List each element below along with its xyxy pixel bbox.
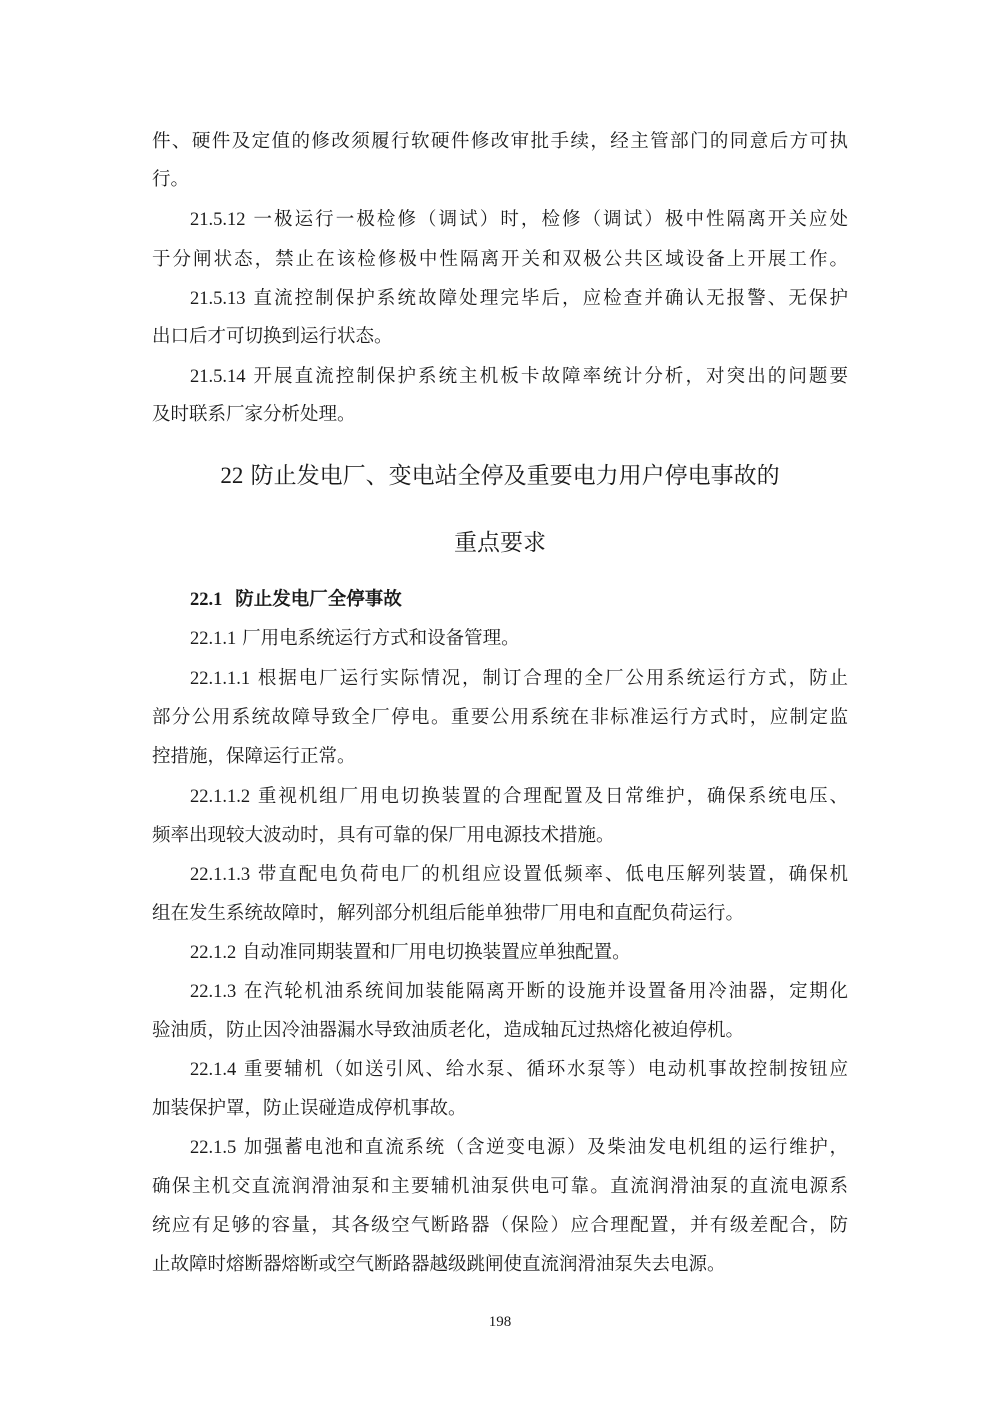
clause-number: 22.1.1.3 xyxy=(190,865,251,885)
paragraph-line: 件、硬件及定值的修改须履行软硬件修改审批手续，经主管部门的同意后方可执 xyxy=(152,131,848,152)
paragraph-line: 验油质，防止因冷油器漏水导致油质老化，造成轴瓦过热熔化被迫停机。 xyxy=(152,1020,745,1041)
paragraph-line: 于分闸状态，禁止在该检修极中性隔离开关和双极公共区域设备上开展工作。 xyxy=(152,249,848,270)
paragraph-line: 出口后才可切换到运行状态。 xyxy=(152,326,393,347)
section-title: 防止发电厂全停事故 xyxy=(235,589,402,610)
paragraph-line: 频率出现较大波动时，具有可靠的保厂用电源技术措施。 xyxy=(152,825,615,846)
clause-text: 在汽轮机油系统间加装能隔离开断的设施并设置备用冷油器，定期化 xyxy=(243,981,848,1002)
section-number: 22.1 xyxy=(190,590,223,610)
clause-21-5-14-line-1 xyxy=(190,357,848,397)
clause-22-1-5-line-1 xyxy=(190,1128,848,1168)
paragraph-line: 及时联系厂家分析处理。 xyxy=(152,404,356,425)
paragraph-line: 行。 xyxy=(152,169,190,190)
clause-number: 22.1.5 xyxy=(190,1138,237,1158)
clause-number: 22.1.2 xyxy=(190,943,237,963)
clause-text: 直流控制保护系统故障处理完毕后，应检查并确认无报警、无保护 xyxy=(253,288,848,309)
chapter-title-line-1: 防止发电厂、变电站全停及重要电力用户停电事故的 xyxy=(250,463,780,489)
clause-22-1-2 xyxy=(190,933,631,973)
clause-22-1-3-line-1 xyxy=(190,972,848,1012)
clause-number: 22.1.1 xyxy=(190,629,237,649)
clause-text: 自动准同期装置和厂用电切换装置应单独配置。 xyxy=(242,942,631,963)
clause-22-1-1-2-line-1 xyxy=(190,777,848,817)
clause-text: 重视机组厂用电切换装置的合理配置及日常维护，确保系统电压、 xyxy=(257,786,848,807)
clause-text: 厂用电系统运行方式和设备管理。 xyxy=(242,628,520,649)
clause-number: 22.1.4 xyxy=(190,1060,237,1080)
clause-22-1-1 xyxy=(190,619,520,659)
clause-21-5-13-line-1 xyxy=(190,279,848,319)
chapter-number: 22 xyxy=(220,463,244,488)
clause-text: 一极运行一极检修（调试）时，检修（调试）极中性隔离开关应处 xyxy=(253,209,848,230)
clause-text: 带直配电负荷电厂的机组应设置低频率、低电压解列装置，确保机 xyxy=(257,864,848,885)
paragraph-line: 确保主机交直流润滑油泵和主要辅机油泵供电可靠。直流润滑油泵的直流电源系 xyxy=(152,1176,848,1197)
clause-text: 重要辅机（如送引风、给水泵、循环水泵等）电动机事故控制按钮应 xyxy=(243,1059,848,1080)
section-heading xyxy=(190,580,402,620)
clause-21-5-12-line-1 xyxy=(190,200,848,240)
paragraph-line: 加装保护罩，防止误碰造成停机事故。 xyxy=(152,1098,467,1119)
clause-number: 21.5.12 xyxy=(190,210,246,230)
paragraph-line: 组在发生系统故障时，解列部分机组后能单独带厂用电和直配负荷运行。 xyxy=(152,903,745,924)
clause-text: 开展直流控制保护系统主机板卡故障率统计分析，对突出的问题要 xyxy=(253,366,848,387)
clause-number: 22.1.1.1 xyxy=(190,669,251,689)
clause-number: 21.5.13 xyxy=(190,289,246,309)
paragraph-line: 止故障时熔断器熔断或空气断路器越级跳闸使直流润滑油泵失去电源。 xyxy=(152,1254,726,1275)
clause-number: 22.1.3 xyxy=(190,982,237,1002)
clause-22-1-4-line-1 xyxy=(190,1050,848,1090)
clause-22-1-1-3-line-1 xyxy=(190,855,848,895)
paragraph-line: 部分公用系统故障导致全厂停电。重要公用系统在非标准运行方式时，应制定监 xyxy=(152,707,848,728)
paragraph-line: 统应有足够的容量，其各级空气断路器（保险）应合理配置，并有级差配合，防 xyxy=(152,1215,848,1236)
clause-number: 21.5.14 xyxy=(190,367,246,387)
chapter-title-line-2: 重点要求 xyxy=(454,530,546,556)
page-number: 198 xyxy=(488,1314,512,1330)
clause-22-1-1-1-line-1 xyxy=(190,659,848,699)
chapter-title xyxy=(152,454,848,498)
clause-text: 加强蓄电池和直流系统（含逆变电源）及柴油发电机组的运行维护， xyxy=(243,1137,848,1158)
clause-text: 根据电厂运行实际情况，制订合理的全厂公用系统运行方式，防止 xyxy=(257,668,848,689)
clause-number: 22.1.1.2 xyxy=(190,787,251,807)
paragraph-line: 控措施，保障运行正常。 xyxy=(152,746,356,767)
